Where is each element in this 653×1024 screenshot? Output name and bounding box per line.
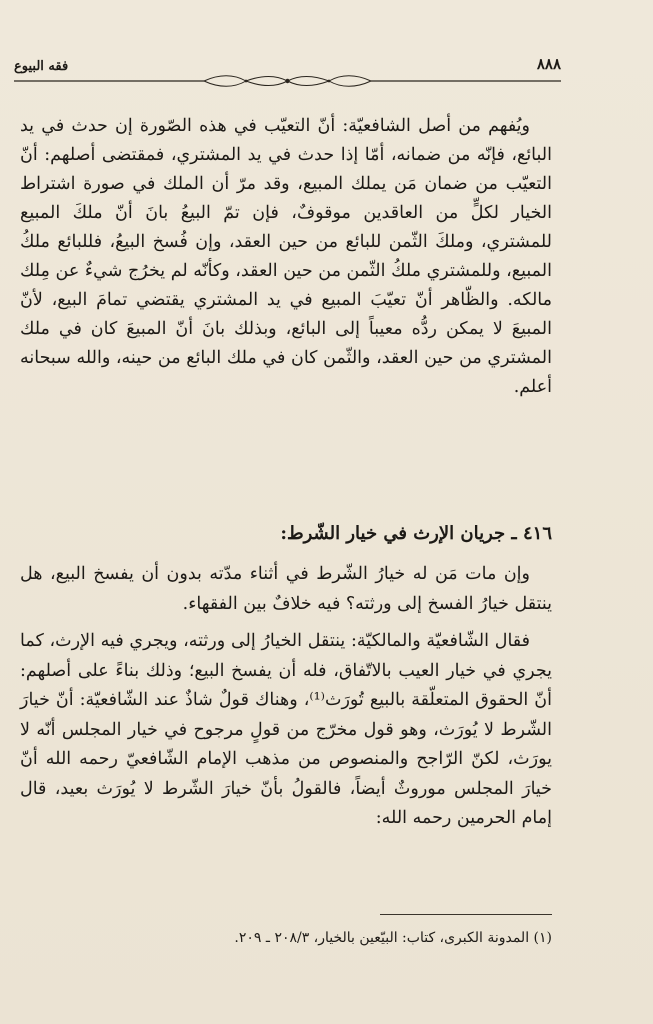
section-heading: ٤١٦ ـ جريان الإرث في خيار الشّرط: (280, 523, 552, 544)
page-number: ٨٨٨ (536, 55, 561, 73)
paragraph: ويُفهم من أصل الشافعيّة: أنّ التعيّب في هذه الصّورة إن حدث في يد البائع، فإنّه من ضمانه، أمّا إذا حدث في يد المشتري، فمقتضى أصلهم: أنّ التعيّب من ضمان مَن يملك المبيع، وقد مرّ أن الملك في صورة اشتراط الخيار لكلٍّ من العاقدين موقوفٌ، فإن تمّ البيعُ بانَ أنّ ملكَ المبيع للمشتري، وملكَ الثّمن للبائع من حين العقد، وإن فُسخ البيعُ، فللبائع ملكُ المبيع، وللمشتري ملكُ الثّمن من حين العقد، وكأنّه لم يخرُج شيءٌ عن مِلك مالكه. والظّاهر أنّ تعيّبَ المبيع في يد المشتري يقتضي تمامَ البيع، لأنّ المبيعَ لا يمكن ردُّه معيباً إلى البائع، وبذلك بانَ أنّ المبيعَ كان في ملك المشتري من حين العقد، والثّمن كان في ملك البائع من حينه، والله سبحانه أعلم. (20, 116, 552, 397)
running-title: فقه البيوع (14, 59, 69, 74)
footnote: (١) المدونة الكبرى، كتاب: البيّعين بالخيار، ٢٠٨/٣ ـ ٢٠٩. (234, 930, 552, 946)
paragraph: فقال الشّافعيّة والمالكيّة: ينتقل الخيارُ إلى ورثته، ويجري فيه الإرث، كما يجري في خيار العيب بالاتّفاق، فله أن يفسخ البيع؛ وذلك بناءً على أصلهم: أنّ الحقوق المتعلّقة بالبيع تُورَث⁽¹⁾، وهناك قولٌ شاذٌ عند الشّافعيّة: أنّ خيارَ الشّرط لا يُورَث، وهو قول مخرّج من قولٍ مرجوح في خيار المجلس أنّه لا يورَث، لكنّ الرّاجح والمنصوص من مذهب الإمام الشّافعيّ رحمه الله أنّ خيارَ المجلس موروثٌ أيضاً، فالقولُ بأنّ خيارَ الشّرط لا يُورَث بعيد، قال إمام الحرمين رحمه الله: (20, 631, 552, 828)
ornamental-header-rule (14, 74, 561, 88)
main-text (20, 112, 552, 402)
section-text (20, 560, 552, 842)
footnote-separator (380, 914, 552, 915)
paragraph: وإن مات مَن له خيارُ الشّرط في أثناء مدّته بدون أن يفسخ البيع، هل ينتقل خيارُ الفسخ إلى ورثته؟ فيه خلافٌ بين الفقهاء. (20, 564, 552, 614)
